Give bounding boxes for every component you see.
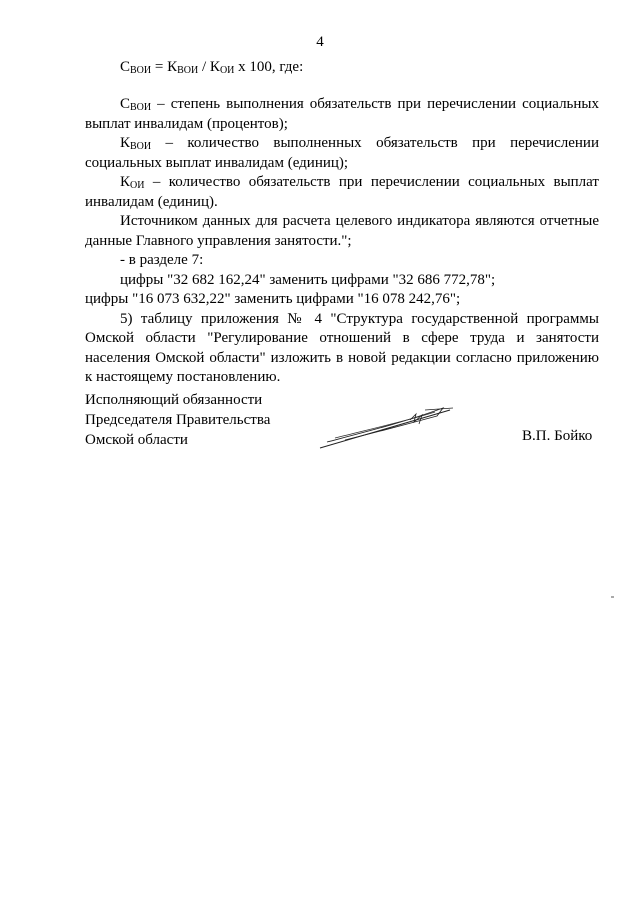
signatory-title-line: Председателя Правительства — [85, 412, 271, 428]
formula-symbol: К — [209, 59, 220, 75]
handwritten-signature — [315, 400, 455, 455]
definition-paragraph: $С_{ВОИ}$ – степень выполнения обязательств при перечислении социальных выплат инвалидам (процентов); — [85, 96, 599, 132]
definition-paragraph: $К_{ВОИ}$ – количество выполненных обязательств при перечислении социальных выплат инвалидам (единиц); — [85, 135, 599, 171]
replacement-line: цифры "32 682 162,24" заменить цифрами "32 686 772,78"; — [120, 271, 496, 288]
formula-subscript: ОИ — [219, 65, 235, 76]
signatory-name: В.П. Бойко — [522, 428, 593, 444]
replacement-line: цифры "16 073 632,22" заменить цифрами "16 078 242,76"; — [85, 291, 461, 307]
formula-operator: = — [151, 59, 168, 75]
signatory-title-line: Исполняющий обязанности — [85, 392, 263, 408]
item-5-paragraph: 5) таблицу приложения № 4 "Структура государственной программы Омской области "Регулирование отношений в сфере труда и занятости населения Омской области" изложить в новой редакции согласно приложению к настоящему постановлению. — [85, 310, 599, 385]
formula-subscript: ВОИ — [177, 65, 199, 76]
formula-symbol: С — [120, 59, 131, 75]
formula-operator: / — [198, 59, 210, 75]
formula-subscript: ВОИ — [130, 65, 152, 76]
signatory-title — [85, 390, 270, 450]
section-intro: - в разделе 7: — [120, 252, 204, 268]
scan-speck — [611, 596, 614, 598]
definition-paragraph: $К_{ОИ}$ – количество обязательств при перечислении социальных выплат инвалидам (единиц). — [85, 174, 599, 210]
signatory-title-line: Омской области — [85, 432, 188, 448]
formula — [120, 58, 303, 78]
formula-symbol: К — [167, 59, 178, 75]
source-paragraph: Источником данных для расчета целевого индикатора являются отчетные данные Главного управления занятости."; — [85, 213, 599, 249]
formula-tail: x 100, где: — [234, 59, 304, 75]
body-text — [85, 95, 599, 388]
page-number: 4 — [316, 34, 324, 50]
